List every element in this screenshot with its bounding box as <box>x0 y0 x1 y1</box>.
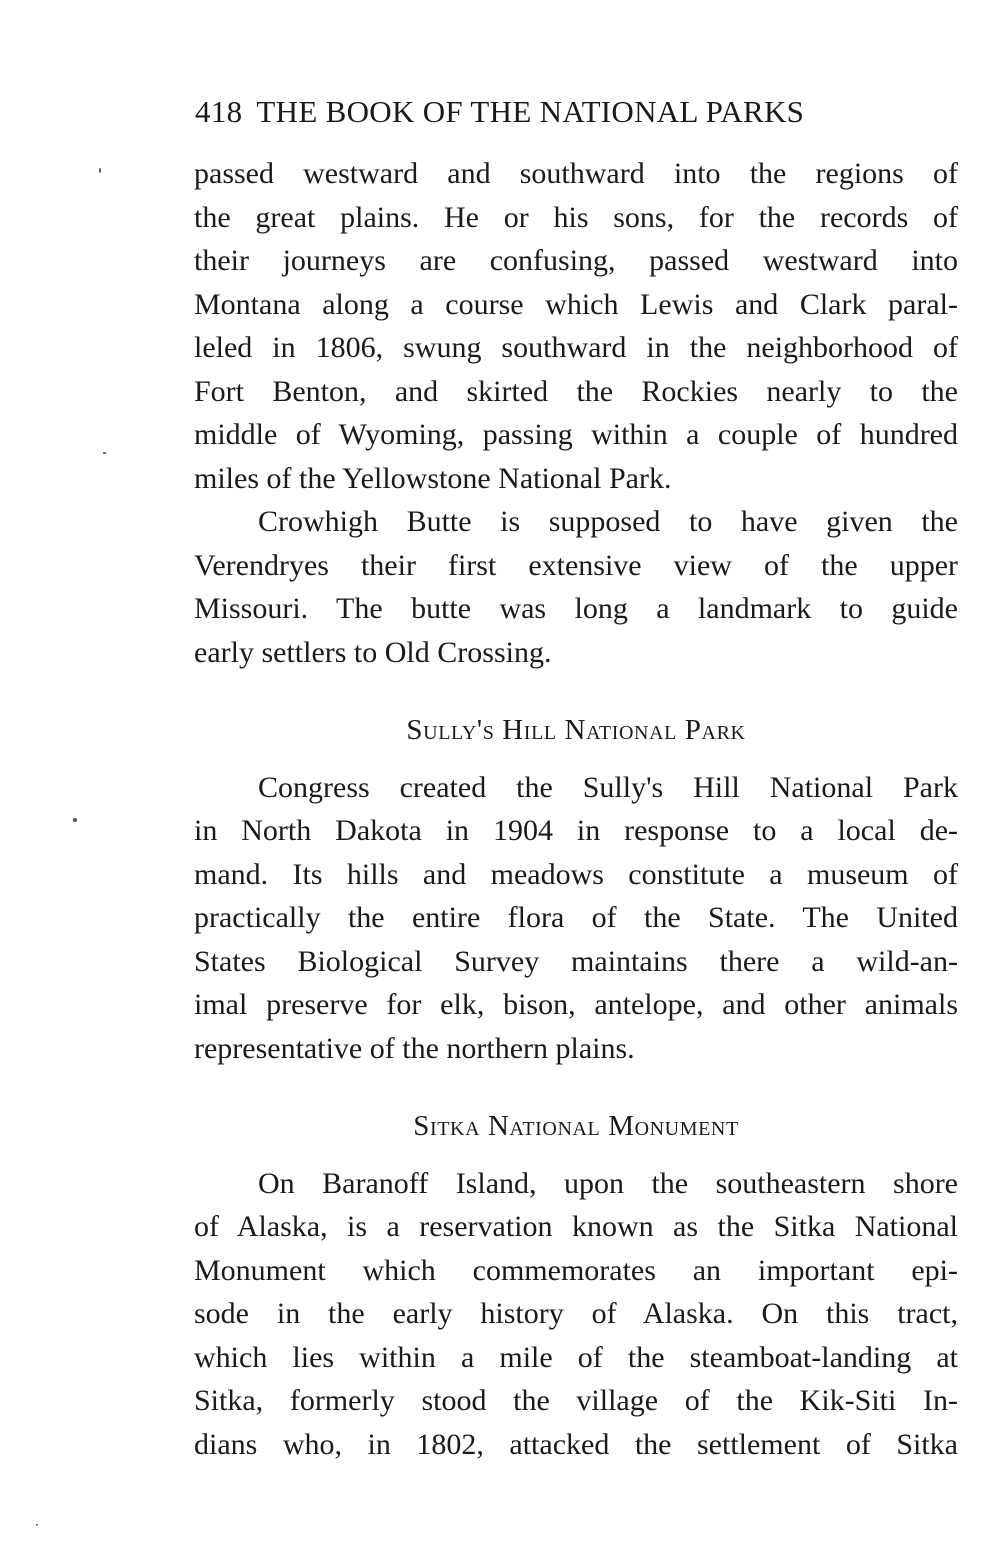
scan-speck <box>103 452 106 454</box>
running-title: THE BOOK OF THE NATIONAL PARKS <box>256 94 805 129</box>
scan-speck <box>73 818 77 822</box>
text-line: Crowhigh Butte is supposed to have given the <box>258 505 958 538</box>
text-line: practically the entire flora of the State. The United <box>194 901 958 934</box>
paragraph-la-verendrye-journey <box>194 152 958 500</box>
page-number: 418 <box>195 94 243 129</box>
text-line: Verendryes their first extensive view of the upper <box>194 548 958 582</box>
paragraph-sitka <box>194 1162 958 1467</box>
scan-speck <box>36 1524 38 1526</box>
text-line: in North Dakota in 1904 in response to a local de- <box>194 814 958 847</box>
text-line: dians who, in 1802, attacked the settlement of Sitka <box>194 1427 958 1461</box>
text-line: Congress created the Sully's Hill National Park <box>258 770 958 804</box>
text-line: mand. Its hills and meadows constitute a museum of <box>194 857 958 891</box>
text-line: which lies within a mile of the steamboat-landing at <box>194 1340 958 1374</box>
text-line: Sitka, formerly stood the village of the Kik-Siti In- <box>194 1384 958 1417</box>
text-line: Monument which commemorates an important epi- <box>194 1253 958 1287</box>
section-heading-sullys-hill: Sully's Hill National Park <box>406 714 746 746</box>
text-line: On Baranoff Island, upon the southeastern shore <box>258 1166 958 1200</box>
text-line: their journeys are confusing, passed westward into <box>194 244 958 277</box>
text-line: sode in the early history of Alaska. On this tract, <box>194 1297 958 1330</box>
text-line: Montana along a course which Lewis and Clark paral- <box>194 287 958 321</box>
paragraph-crowhigh-butte <box>194 500 958 674</box>
text-line: imal preserve for elk, bison, antelope, and other animals <box>194 988 958 1021</box>
text-line: passed westward and southward into the regions of <box>194 157 958 190</box>
text-line: leled in 1806, swung southward in the neighborhood of <box>194 331 958 364</box>
text-line: early settlers to Old Crossing. <box>194 635 552 669</box>
text-line: the great plains. He or his sons, for the records of <box>194 200 958 234</box>
text-line: representative of the northern plains. <box>194 1031 635 1065</box>
body-text <box>194 152 958 1466</box>
section-heading-sitka: Sitka National Monument <box>413 1110 739 1142</box>
text-line: miles of the Yellowstone National Park. <box>194 461 672 495</box>
text-line: Missouri. The butte was long a landmark to guide <box>194 592 958 625</box>
text-line: of Alaska, is a reservation known as the Sitka National <box>194 1210 958 1243</box>
running-head <box>195 94 935 130</box>
scan-speck <box>99 168 101 173</box>
paragraph-sullys-hill <box>194 766 958 1071</box>
text-line: middle of Wyoming, passing within a couple of hundred <box>194 418 958 451</box>
text-line: States Biological Survey maintains there a wild-an- <box>194 944 958 978</box>
text-line: Fort Benton, and skirted the Rockies nearly to the <box>194 374 958 408</box>
